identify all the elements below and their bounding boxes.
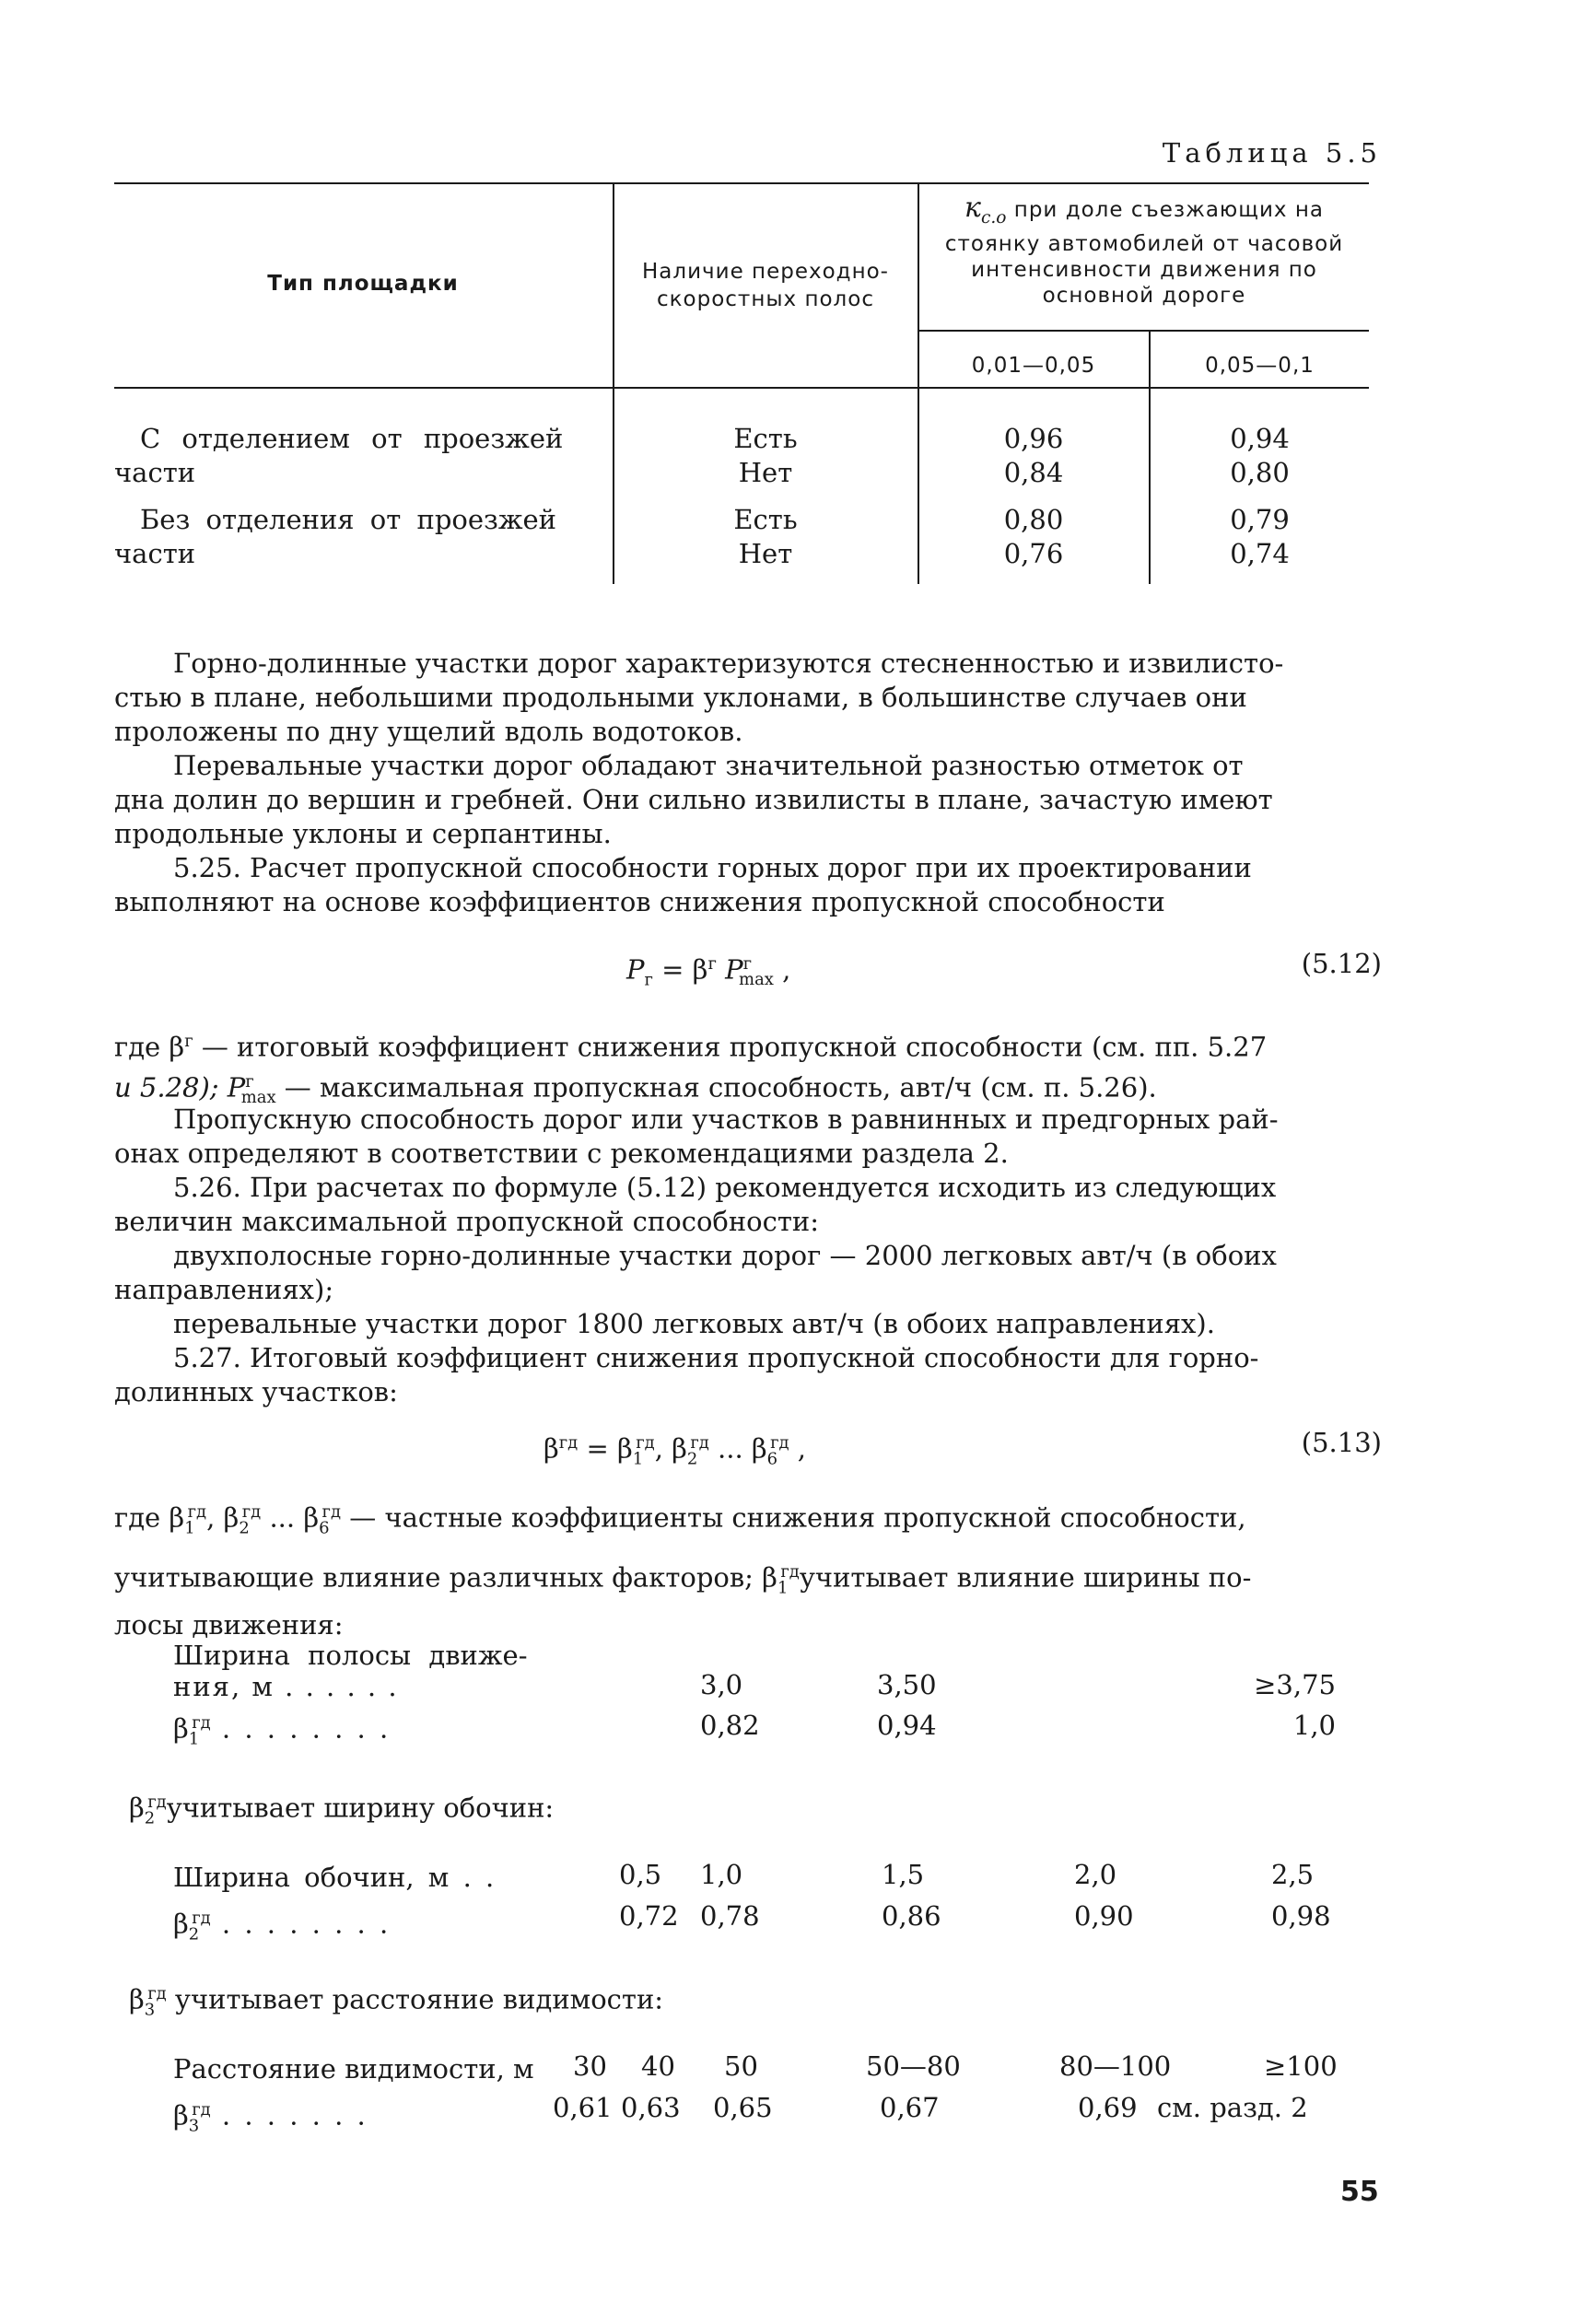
table-top-rule: [114, 182, 1369, 184]
p1-line1: Горно-долинные участки дорог характеризуются стесненностью и извилисто-: [173, 648, 1284, 679]
width-beta-2: 0,94: [877, 1710, 937, 1741]
table-header-lanes-line2: скоростных полос: [657, 287, 874, 311]
p6-line1: 5.26. При расчетах по формуле (5.12) рекомендуется исходить из следующих: [173, 1172, 1277, 1203]
paragraph-where-beta: [114, 1024, 1395, 1115]
paragraph-pass-capacity: перевальные участки дорог 1800 легковых авт/ч (в обоих направлениях).: [173, 1308, 1215, 1339]
shoulder-beta-5: 0,98: [1271, 1900, 1331, 1932]
visibility-value-1: 30: [573, 2050, 607, 2082]
visibility-value-4: 50—80: [866, 2050, 961, 2082]
visibility-beta-5: 0,69: [1078, 2092, 1138, 2123]
width-value-1: 3,0: [700, 1669, 743, 1700]
shoulder-label: Ширина обочин, м . .: [173, 1862, 495, 1893]
width-beta-1: 0,82: [700, 1710, 760, 1741]
p4-line2: и 5.28); $P^г_{max}$ — максимальная пропускная способность, авт/ч (см. п. 5.26).: [114, 1071, 1157, 1108]
visibility-value-6: ≥100: [1264, 2050, 1338, 2082]
width-value-3: ≥3,75: [1254, 1669, 1336, 1700]
p1-line3: проложены по дну ущелий вдоль водотоков.: [114, 716, 743, 747]
table-header-coef-line3: интенсивности движения по: [971, 258, 1317, 282]
visibility-value-3: 50: [724, 2050, 758, 2082]
paragraph-5-27: [114, 1341, 1385, 1409]
paragraph-5-25: [114, 851, 1385, 919]
shoulder-value-5: 2,5: [1271, 1859, 1315, 1890]
p7-line1: двухполосные горно-долинные участки дорог — 2000 легковых авт/ч (в обоих: [173, 1240, 1277, 1271]
visibility-beta-label: $\beta_3^{гд}$ . . . . . . .: [173, 2099, 368, 2136]
type-2-line1: Без отделения от проезжей: [140, 504, 557, 535]
table-cell-v1-3: 0,80: [1003, 504, 1064, 535]
width-label: [173, 1640, 528, 1702]
type-1-line2: части: [114, 457, 196, 488]
p4-line1: где $\beta^г$ — итоговый коэффициент снижения пропускной способности (см. пп. 5.27: [114, 1031, 1268, 1063]
width-label-line1: Ширина полосы движе-: [173, 1640, 528, 1671]
visibility-beta-6: см. разд. 2: [1157, 2092, 1308, 2123]
paragraph-pass-sections: [114, 749, 1385, 851]
p5-line2: онах определяют в соответствии с рекомендациями раздела 2.: [114, 1138, 1009, 1169]
table-header-lanes-line1: Наличие переходно-: [642, 260, 889, 284]
table-cell-lanes-2: Нет: [738, 457, 793, 488]
table-header-coef-line4: основной дороге: [1042, 284, 1246, 308]
visibility-label: Расстояние видимости, м: [173, 2053, 534, 2085]
table-header-lanes: [614, 258, 917, 313]
table-cell-lanes-1: Есть: [733, 423, 798, 454]
equation-number-5-13: (5.13): [1301, 1427, 1382, 1458]
visibility-beta-4: 0,67: [880, 2092, 940, 2123]
width-beta-label: $\beta_1^{гд}$ . . . . . . . .: [173, 1712, 392, 1749]
p3-line1: 5.25. Расчет пропускной способности горных дорог при их проектировании: [173, 852, 1252, 883]
width-value-2: 3,50: [877, 1669, 937, 1700]
table-caption: Таблица 5.5: [1162, 137, 1382, 169]
table-cell-lanes-3: Есть: [733, 504, 798, 535]
visibility-value-2: 40: [641, 2050, 675, 2082]
equation-5-13: $\beta^{гд} = \beta_1^{гд}$, $\beta_2^{гд}$ ... $\beta_6^{гд}$ ,: [544, 1432, 807, 1469]
table-subheader-2: 0,05—0,1: [1205, 354, 1315, 378]
shoulder-beta-2: 0,78: [700, 1900, 760, 1932]
table-cell-v2-3: 0,79: [1230, 504, 1290, 535]
equation-number-5-12: (5.12): [1301, 948, 1382, 979]
shoulder-value-1: 0,5: [619, 1859, 662, 1890]
table-cell-v2-1: 0,94: [1230, 423, 1290, 454]
table-cell-v2-4: 0,74: [1230, 538, 1290, 569]
shoulder-value-3: 1,5: [882, 1859, 925, 1890]
table-header-coef-line2: стоянку автомобилей от часовой: [944, 232, 1344, 256]
table-cell-v1-2: 0,84: [1003, 457, 1064, 488]
p1-line2: стью в плане, небольшими продольными уклонами, в большинстве случаев они: [114, 682, 1247, 713]
visibility-intro: $\beta_3^{гд}$ учитывает расстояние видимости:: [129, 1983, 664, 2020]
table-subheader-1: 0,01—0,05: [971, 354, 1096, 378]
visibility-value-5: 80—100: [1059, 2050, 1172, 2082]
shoulder-beta-label: $\beta_2^{гд}$ . . . . . . . .: [173, 1908, 392, 1944]
table-header-bottom-rule: [114, 387, 1369, 389]
shoulder-value-4: 2,0: [1074, 1859, 1117, 1890]
table-header-coef-line1: $к_{с.о}$ при доле съезжающих на: [964, 192, 1324, 228]
paragraph-partial-coefficients: [114, 1490, 1395, 1639]
page-number: 55: [1340, 2176, 1379, 2208]
p2-line2: дна долин до вершин и гребней. Они сильно извилисты в плане, зачастую имеют: [114, 784, 1273, 815]
p10-line1: где $\beta_1^{гд}$, $\beta_2^{гд}$ ... $\beta_6^{гд}$ — частные коэффициенты снижения пропускной способности,: [114, 1501, 1246, 1538]
shoulder-beta-3: 0,86: [882, 1900, 941, 1932]
table-header-type: Тип площадки: [267, 272, 459, 296]
p3-line2: выполняют на основе коэффициентов снижения пропускной способности: [114, 886, 1165, 917]
p6-line2: величин максимальной пропускной способности:: [114, 1206, 820, 1237]
coef-symbol: $к_{с.о}$: [964, 192, 1007, 228]
shoulder-value-2: 1,0: [700, 1859, 743, 1890]
equation-5-12: $P_г = \beta^г$ $P^г_{max}$ ,: [626, 953, 791, 990]
p10-line3: лосы движения:: [114, 1608, 344, 1641]
p5-line1: Пропускную способность дорог или участков в равнинных и предгорных рай-: [173, 1104, 1279, 1135]
table-cell-v1-1: 0,96: [1003, 423, 1064, 454]
table-subheader-rule: [918, 330, 1369, 332]
paragraph-plains: [114, 1103, 1385, 1171]
table-cell-v2-2: 0,80: [1230, 457, 1290, 488]
p2-line3: продольные уклоны и серпантины.: [114, 818, 612, 849]
paragraph-mountain-valley: [114, 647, 1385, 749]
width-label-line2: ния, м . . . . . .: [173, 1671, 399, 1702]
shoulder-intro: $\beta_2^{гд}учитывает$ ширину обочин:: [129, 1792, 555, 1828]
table-row-type-2: [114, 503, 575, 571]
p2-line1: Перевальные участки дорог обладают значительной разностью отметок от: [173, 750, 1244, 781]
shoulder-beta-4: 0,90: [1074, 1900, 1134, 1932]
p10-line2: учитывающие влияние различных факторов; $\beta_1^{гд}учитывает$ влияние ширины по-: [114, 1562, 1252, 1598]
p9-line2: долинных участков:: [114, 1376, 398, 1407]
table-row-type-1: [114, 422, 575, 490]
paragraph-5-26: [114, 1171, 1385, 1239]
table-cell-v1-4: 0,76: [1003, 538, 1064, 569]
table-cell-lanes-4: Нет: [738, 538, 793, 569]
visibility-beta-3: 0,65: [713, 2092, 773, 2123]
paragraph-two-lane: [114, 1239, 1385, 1307]
table-header-coef: [919, 192, 1369, 309]
shoulder-beta-1: 0,72: [619, 1900, 679, 1932]
visibility-beta-2: 0,63: [621, 2092, 681, 2123]
type-2-line2: части: [114, 538, 196, 569]
width-beta-3: 1,0: [1292, 1710, 1336, 1741]
visibility-beta-1: 0,61: [553, 2092, 613, 2123]
type-1-line1: С отделением от проезжей: [140, 423, 564, 454]
p7-line2: направлениях);: [114, 1274, 334, 1305]
p9-line1: 5.27. Итоговый коэффициент снижения пропускной способности для горно-: [173, 1342, 1259, 1373]
